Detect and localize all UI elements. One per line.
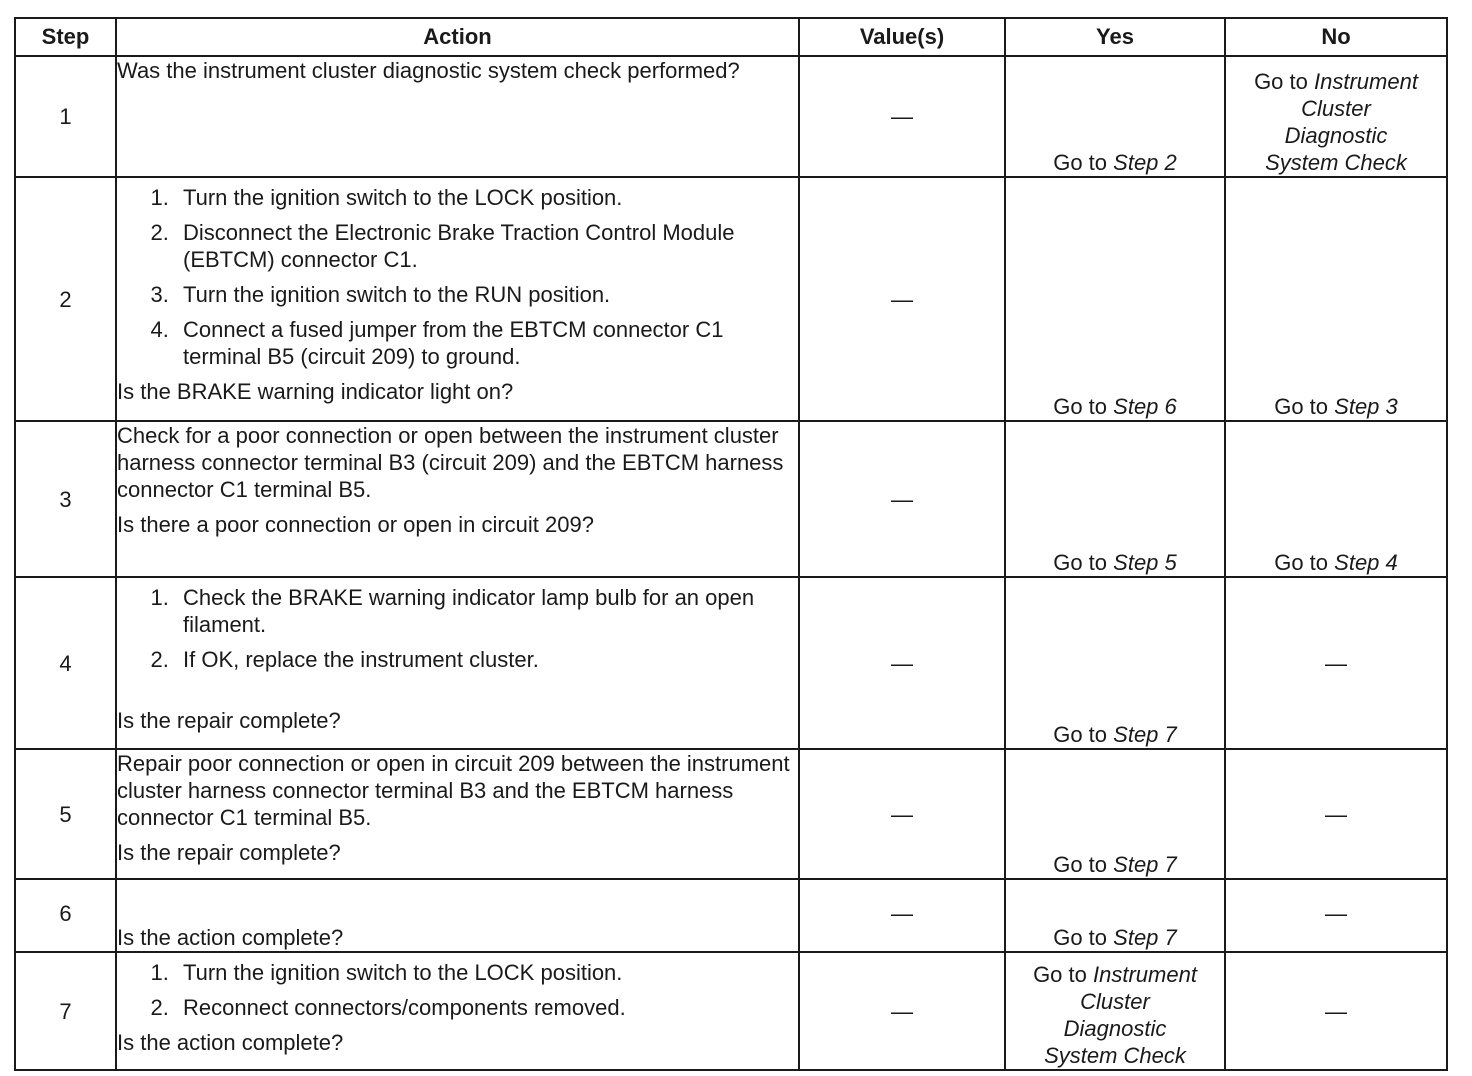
step-number: 7: [15, 952, 116, 1070]
step-number: 5: [15, 749, 116, 879]
header-values: Value(s): [799, 18, 1005, 56]
value-cell: —: [799, 56, 1005, 177]
no-ref-2: Cluster: [1301, 96, 1371, 121]
value-cell: —: [799, 577, 1005, 749]
step-number: 2: [15, 177, 116, 421]
action-cell: [116, 421, 799, 577]
yes-cell: [1005, 879, 1225, 952]
yes-cell: [1005, 177, 1225, 421]
yes-prefix: Go to: [1053, 722, 1108, 747]
action-step: 1. Turn the ignition switch to the LOCK position.: [175, 184, 798, 211]
action-question: Is there a poor connection or open in circuit 209?: [117, 512, 594, 537]
table-row: [15, 421, 1447, 577]
header-no: No: [1225, 18, 1447, 56]
value-cell: —: [799, 749, 1005, 879]
yes-cell: [1005, 749, 1225, 879]
action-question: Is the action complete?: [117, 1030, 344, 1055]
no-ref-1: Instrument: [1314, 69, 1418, 94]
header-action: Action: [116, 18, 799, 56]
table-row: [15, 952, 1447, 1070]
action-step: 2. Reconnect connectors/components removed.: [175, 994, 798, 1021]
yes-prefix: Go to: [1053, 150, 1108, 175]
yes-ref: Step 2: [1113, 150, 1177, 175]
yes-prefix: Go to: [1053, 925, 1108, 950]
action-cell: [116, 177, 799, 421]
value-cell: —: [799, 177, 1005, 421]
action-question: Is the action complete?: [117, 925, 344, 950]
no-ref: Step 4: [1334, 550, 1398, 575]
yes-ref-3: Diagnostic: [1063, 1016, 1167, 1041]
yes-prefix: Go to: [1033, 962, 1087, 987]
no-cell: —: [1225, 577, 1447, 749]
action-step: 3. Turn the ignition switch to the RUN position.: [175, 281, 798, 308]
no-prefix: Go to: [1254, 69, 1308, 94]
yes-ref-2: Cluster: [1080, 989, 1150, 1014]
yes-ref-1: Instrument: [1093, 962, 1197, 987]
yes-ref: Step 7: [1113, 722, 1177, 747]
no-cell: —: [1225, 879, 1447, 952]
table-row: [15, 879, 1447, 952]
yes-ref: Step 7: [1113, 852, 1177, 877]
action-question: Is the repair complete?: [117, 840, 341, 865]
no-ref: Step 3: [1334, 394, 1398, 419]
no-cell: —: [1225, 749, 1447, 879]
yes-ref: Step 6: [1113, 394, 1177, 419]
yes-ref-4: System Check: [1044, 1043, 1186, 1068]
action-steps: [117, 584, 798, 673]
value-cell: —: [799, 879, 1005, 952]
action-text: Was the instrument cluster diagnostic system check performed?: [117, 58, 740, 83]
yes-prefix: Go to: [1053, 550, 1108, 575]
action-text: Repair poor connection or open in circuit 209 between the instrument cluster harness connector terminal B3 and the EBTCM harness connector C1 terminal B5.: [117, 751, 790, 830]
action-step: 4. Connect a fused jumper from the EBTCM connector C1 terminal B5 (circuit 209) to ground.: [175, 316, 798, 370]
action-steps: [117, 959, 798, 1021]
action-text: Check for a poor connection or open between the instrument cluster harness connector terminal B3 (circuit 209) and the EBTCM harness connector C1 terminal B5.: [117, 423, 784, 502]
table-row: [15, 749, 1447, 879]
step-number: 1: [15, 56, 116, 177]
action-cell: [116, 749, 799, 879]
no-ref-4: System Check: [1265, 150, 1407, 175]
action-step: 2. Disconnect the Electronic Brake Traction Control Module (EBTCM) connector C1.: [175, 219, 798, 273]
yes-ref: Step 7: [1113, 925, 1177, 950]
value-cell: —: [799, 421, 1005, 577]
no-ref-3: Diagnostic: [1284, 123, 1388, 148]
header-yes: Yes: [1005, 18, 1225, 56]
no-cell: [1225, 421, 1447, 577]
yes-cell: [1005, 421, 1225, 577]
yes-prefix: Go to: [1053, 394, 1108, 419]
value-cell: —: [799, 952, 1005, 1070]
action-step: 1. Turn the ignition switch to the LOCK position.: [175, 959, 798, 986]
action-step: 2. If OK, replace the instrument cluster.: [175, 646, 798, 673]
action-cell: [116, 952, 799, 1070]
no-cell: —: [1225, 952, 1447, 1070]
action-step: 1. Check the BRAKE warning indicator lamp bulb for an open filament.: [175, 584, 798, 638]
no-cell: [1225, 177, 1447, 421]
yes-cell: [1005, 952, 1225, 1070]
no-prefix: Go to: [1274, 394, 1329, 419]
header-step: Step: [15, 18, 116, 56]
table-row: [15, 177, 1447, 421]
yes-cell: [1005, 577, 1225, 749]
action-cell: [116, 577, 799, 749]
no-prefix: Go to: [1274, 550, 1329, 575]
yes-cell: [1005, 56, 1225, 177]
action-question: Is the repair complete?: [117, 708, 341, 733]
no-cell: [1225, 56, 1447, 177]
action-steps: [117, 184, 798, 370]
header-row: [15, 18, 1447, 56]
table-row: [15, 56, 1447, 177]
step-number: 6: [15, 879, 116, 952]
table-row: [15, 577, 1447, 749]
action-question: Is the BRAKE warning indicator light on?: [117, 379, 514, 404]
step-number: 3: [15, 421, 116, 577]
yes-ref: Step 5: [1113, 550, 1177, 575]
yes-prefix: Go to: [1053, 852, 1108, 877]
action-cell: [116, 879, 799, 952]
diagnostic-table: [14, 17, 1448, 1071]
action-cell: [116, 56, 799, 177]
step-number: 4: [15, 577, 116, 749]
